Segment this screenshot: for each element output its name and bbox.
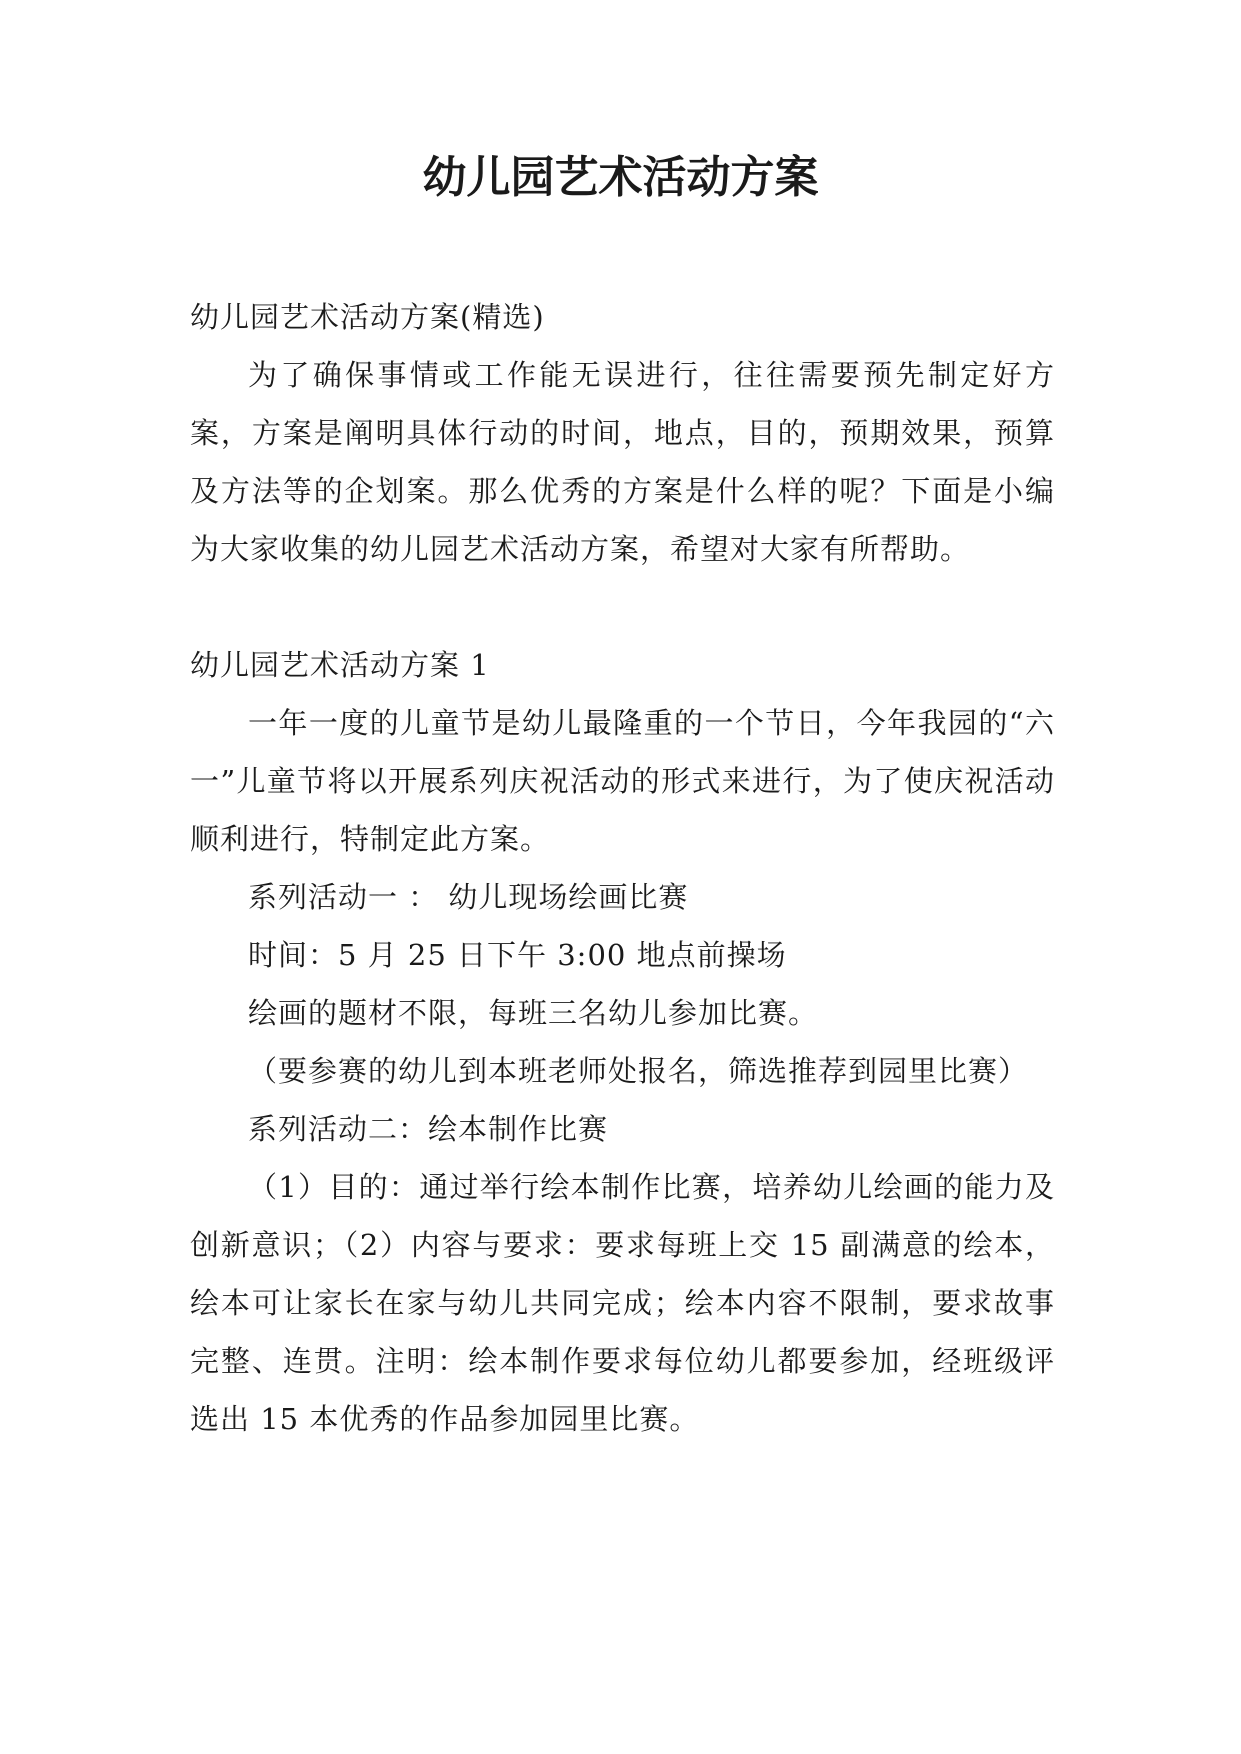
section-heading: 幼儿园艺术活动方案 1 (190, 648, 490, 682)
document-body (190, 288, 1055, 1448)
activity-time: 时间：5 月 25 日下午 3:00 地点前操场 (248, 938, 787, 972)
document-subtitle: 幼儿园艺术活动方案(精选) (190, 300, 545, 334)
activity-description: 绘画的题材不限，每班三名幼儿参加比赛。 (248, 996, 819, 1030)
activity-title: 系列活动二：绘本制作比赛 (248, 1112, 609, 1146)
activity-title: 系列活动一 ： 幼儿现场绘画比赛 (248, 880, 689, 914)
document-title: 幼儿园艺术活动方案 (422, 152, 819, 203)
activity-description: （1）目的：通过举行绘本制作比赛，培养幼儿绘画的能力及创新意识；（2）内容与要求：要求每班上交 15 副满意的绘本，绘本可让家长在家与幼儿共同完成；绘本内容不限制，要求故事完整、连贯。注明：绘本制作要求每位幼儿都要参加，经班级评选出 15 本优秀的作品参加园里比赛。 (190, 1170, 1055, 1436)
paragraph-spacer (190, 578, 1055, 636)
section-paragraph: 一年一度的儿童节是幼儿最隆重的一个节日，今年我园的“六一”儿童节将以开展系列庆祝活动的形式来进行，为了使庆祝活动顺利进行，特制定此方案。 (190, 706, 1055, 856)
intro-paragraph: 为了确保事情或工作能无误进行，往往需要预先制定好方案，方案是阐明具体行动的时间，地点，目的，预期效果，预算及方法等的企划案。那么优秀的方案是什么样的呢？下面是小编为大家收集的幼儿园艺术活动方案，希望对大家有所帮助。 (190, 358, 1055, 566)
activity-note: （要参赛的幼儿到本班老师处报名，筛选推荐到园里比赛） (248, 1054, 1029, 1088)
